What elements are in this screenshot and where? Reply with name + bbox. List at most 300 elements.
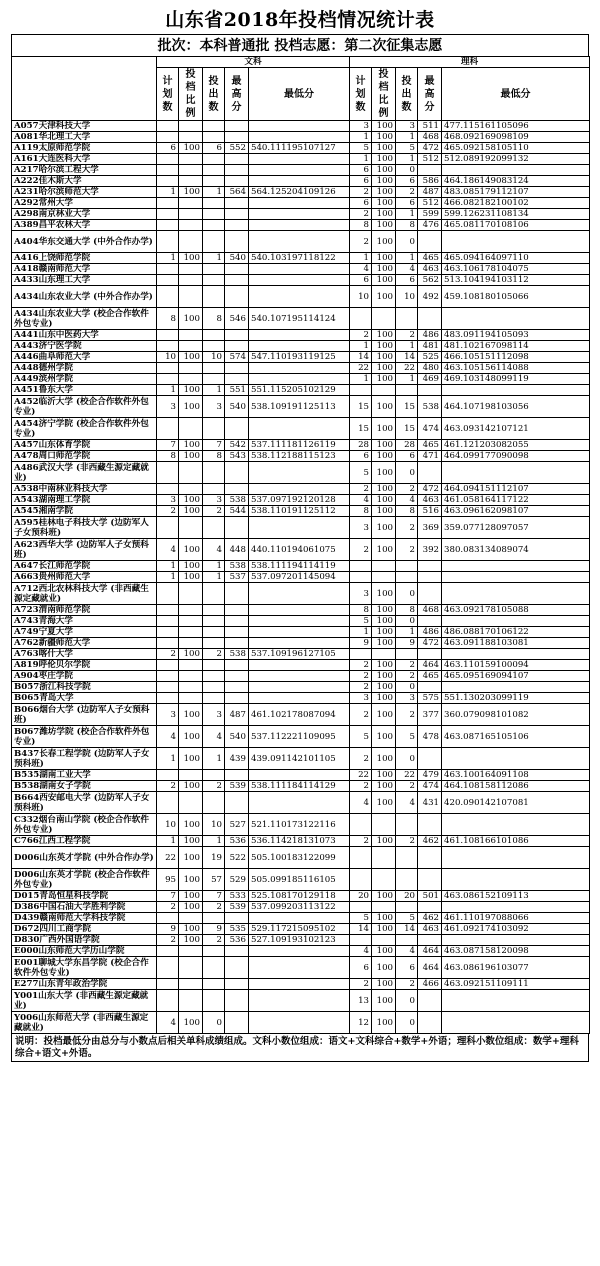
wen-cell: 57 [203,869,225,891]
li-cell [418,385,442,396]
wen-cell [179,286,203,308]
li-cell: 22 [396,770,418,781]
li-cell: 9 [350,638,372,649]
table-row [12,231,590,253]
li-cell: 486 [418,330,442,341]
li-cell: 2 [396,781,418,792]
wen-cell: 536 [225,836,249,847]
wen-cell: 505.100183122099 [249,847,350,869]
li-cell: 463.106178104075 [442,264,590,275]
li-cell: 14 [350,924,372,935]
li-cell: 461.121203082055 [442,440,590,451]
li-cell: 463.096162098107 [442,506,590,517]
li-cell: 5 [350,143,372,154]
wen-cell [203,165,225,176]
li-cell: 359.077128097057 [442,517,590,539]
li-cell: 466.105151112098 [442,352,590,363]
wen-cell [225,165,249,176]
wen-cell: 4 [203,539,225,561]
li-cell: 5 [350,913,372,924]
li-cell: 463.110159100094 [442,660,590,671]
school-name: C766江西工程学院 [12,836,157,847]
li-cell [372,869,396,891]
li-cell: 6 [350,198,372,209]
li-cell: 474 [418,418,442,440]
wen-cell: 100 [179,495,203,506]
wen-cell: 538.111194114119 [249,561,350,572]
wen-cell [157,638,179,649]
table-row [12,748,590,770]
wen-cell: 551 [225,385,249,396]
wen-cell: 539 [225,781,249,792]
wen-cell [249,693,350,704]
li-cell: 479 [418,770,442,781]
school-name: B535湖南工业大学 [12,770,157,781]
li-cell [442,748,590,770]
wen-cell: 95 [157,869,179,891]
school-name: D006山东英才学院 (校企合作软件外包专业) [12,869,157,891]
li-cell: 2 [396,979,418,990]
wen-cell [225,627,249,638]
li-cell [396,649,418,660]
li-cell: 6 [350,957,372,979]
wen-cell [249,176,350,187]
table-row [12,495,590,506]
li-cell: 3 [350,517,372,539]
wen-cell [225,671,249,682]
li-cell: 100 [372,616,396,627]
wen-cell [249,330,350,341]
li-cell: 6 [396,176,418,187]
table-row [12,891,590,902]
school-name: Y001山东大学 (非西藏生源定藏就业) [12,990,157,1012]
wen-cell [225,682,249,693]
school-name: B538湖南女子学院 [12,781,157,792]
li-cell [442,902,590,913]
footnote: 说明：投档最低分由总分与小数点后相关单科成绩组成。文科小数位组成：语文+文科综合+数学+外语；理科小数位组成：数学+理科综合+语文+外语。 [11,1034,589,1062]
wen-cell [225,374,249,385]
li-cell [418,935,442,946]
wen-cell: 3 [203,495,225,506]
li-cell: 463 [418,924,442,935]
li-cell [396,561,418,572]
wen-cell [249,616,350,627]
table-row [12,341,590,352]
li-cell: 100 [372,132,396,143]
page-title: 山东省2018年投档情况统计表 [165,9,435,31]
wen-cell [225,1012,249,1034]
school-name: A723渭南师范学院 [12,605,157,616]
wen-cell [157,363,179,374]
li-cell: 459.108180105066 [442,286,590,308]
li-cell: 100 [372,748,396,770]
wen-cell: 10 [157,352,179,363]
wen-cell [203,462,225,484]
li-cell [350,572,372,583]
li-cell: 4 [396,792,418,814]
li-cell: 463.091188103081 [442,638,590,649]
li-cell: 6 [396,451,418,462]
wen-cell: 440.110194061075 [249,539,350,561]
table-row [12,198,590,209]
li-cell: 100 [372,946,396,957]
wen-cell: 2 [157,506,179,517]
wen-cell: 1 [203,572,225,583]
wen-cell: 2 [157,935,179,946]
wen-cell [179,275,203,286]
wen-cell [249,517,350,539]
li-cell: 481.102167098114 [442,341,590,352]
wen-cell: 547.110193119125 [249,352,350,363]
wen-cell [249,682,350,693]
school-name: B437长春工程学院 (边防军人子女预科班) [12,748,157,770]
wen-cell [203,616,225,627]
li-cell: 3 [396,121,418,132]
table-row [12,330,590,341]
li-cell: 0 [396,1012,418,1034]
wen-cell: 100 [179,187,203,198]
li-cell: 465 [418,440,442,451]
wen-cell: 8 [157,308,179,330]
li-cell: 465 [418,671,442,682]
li-cell: 100 [372,913,396,924]
li-cell [442,847,590,869]
wen-cell: 537.097192120128 [249,495,350,506]
li-cell: 12 [350,1012,372,1034]
table-row [12,770,590,781]
li-cell: 3 [350,583,372,605]
wen-cell [225,418,249,440]
wen-cell: 4 [157,1012,179,1034]
sheet [11,6,589,1062]
wen-cell: 538 [225,495,249,506]
li-cell: 8 [396,220,418,231]
table-row [12,176,590,187]
li-cell: 1 [350,374,372,385]
li-cell: 2 [350,748,372,770]
li-cell: 100 [372,957,396,979]
li-cell: 511 [418,121,442,132]
wen-cell: 538.109191125113 [249,396,350,418]
wen-cell: 4 [157,539,179,561]
school-name: A434山东农业大学 (校企合作软件外包专业) [12,308,157,330]
li-cell: 100 [372,220,396,231]
wen-cell [179,341,203,352]
li-cell: 100 [372,440,396,451]
li-cell [418,748,442,770]
wen-cell [179,770,203,781]
li-cell [442,990,590,1012]
wen-cell [203,660,225,671]
wen-cell: 1 [203,253,225,264]
li-cell: 472 [418,143,442,154]
wen-cell [157,341,179,352]
wen-cell [249,660,350,671]
li-cell: 462 [418,913,442,924]
li-cell: 2 [350,979,372,990]
table-row [12,814,590,836]
li-cell: 1 [396,209,418,220]
li-cell: 463.086196103077 [442,957,590,979]
li-cell: 481 [418,341,442,352]
li-cell: 486.088170106122 [442,627,590,638]
table-row [12,264,590,275]
wen-cell: 100 [179,814,203,836]
li-cell: 1 [350,253,372,264]
wen-cell [157,605,179,616]
wen-cell [249,154,350,165]
wen-cell [249,770,350,781]
school-name: A448德州学院 [12,363,157,374]
wen-cell: 2 [157,649,179,660]
table-row [12,209,590,220]
li-cell: 100 [372,770,396,781]
li-cell [418,165,442,176]
table-row [12,154,590,165]
wen-cell [225,198,249,209]
li-cell: 0 [396,583,418,605]
li-cell: 2 [396,484,418,495]
li-cell: 465.092158105110 [442,143,590,154]
li-cell: 4 [350,264,372,275]
wen-cell: 1 [157,253,179,264]
wen-cell [179,693,203,704]
school-name: A441山东中医药大学 [12,330,157,341]
li-cell: 1 [350,154,372,165]
wen-cell [249,286,350,308]
wen-cell: 544 [225,506,249,517]
school-name: A292常州大学 [12,198,157,209]
school-name: A478周口师范学院 [12,451,157,462]
li-cell: 575 [418,693,442,704]
wen-cell [203,132,225,143]
school-name: A647长江师范学院 [12,561,157,572]
wen-cell [225,616,249,627]
li-cell: 480 [418,363,442,374]
wen-cell [157,517,179,539]
wen-cell: 10 [157,814,179,836]
li-cell: 468 [418,132,442,143]
li-cell: 476 [418,220,442,231]
li-cell: 100 [372,253,396,264]
school-name: D006山东英才学院 (中外合作办学) [12,847,157,869]
wen-cell: 539 [225,902,249,913]
wen-cell: 100 [179,440,203,451]
li-cell: 464.108158112086 [442,781,590,792]
li-cell: 8 [350,506,372,517]
li-cell: 464 [418,660,442,671]
wen-cell: 1 [203,836,225,847]
li-cell: 469.103148099119 [442,374,590,385]
li-cell: 464 [418,946,442,957]
li-cell: 100 [372,891,396,902]
li-cell: 463.087158120098 [442,946,590,957]
li-cell: 512.089192099132 [442,154,590,165]
li-cell: 0 [396,748,418,770]
wen-cell: 100 [179,869,203,891]
wen-cell [179,616,203,627]
wen-cell [157,176,179,187]
table-row [12,693,590,704]
li-cell: 2 [350,671,372,682]
wen-cell [203,264,225,275]
li-cell: 1 [396,627,418,638]
table-row [12,836,590,847]
wen-cell [179,605,203,616]
school-name: A749宁夏大学 [12,627,157,638]
table-row [12,638,590,649]
wen-cell [249,374,350,385]
wen-cell [179,660,203,671]
table-row [12,847,590,869]
li-cell: 100 [372,583,396,605]
li-cell: 100 [372,627,396,638]
li-cell: 1 [350,132,372,143]
wen-cell [203,671,225,682]
wen-cell [249,462,350,484]
wen-cell [249,638,350,649]
wen-cell [203,990,225,1012]
li-cell: 1 [350,627,372,638]
wen-cell [157,231,179,253]
li-cell: 360.079098101082 [442,704,590,726]
wen-cell: 100 [179,704,203,726]
li-cell: 100 [372,781,396,792]
wen-cell: 1 [157,187,179,198]
li-cell: 4 [396,946,418,957]
table-row [12,440,590,451]
wen-cell [203,220,225,231]
li-cell [418,1012,442,1034]
li-cell: 100 [372,517,396,539]
li-cell [442,572,590,583]
li-cell: 474 [418,781,442,792]
wen-cell [203,517,225,539]
wen-cell: 439.091142101105 [249,748,350,770]
table-row [12,418,590,440]
li-cell: 512 [418,198,442,209]
wen-cell [179,330,203,341]
li-cell: 463.086152109113 [442,891,590,902]
wen-cell [203,638,225,649]
wen-cell [157,275,179,286]
li-cell: 369 [418,517,442,539]
table-row [12,979,590,990]
li-cell: 100 [372,121,396,132]
wen-cell: 529.117215095102 [249,924,350,935]
wen-cell [249,484,350,495]
li-cell: 465.095169094107 [442,671,590,682]
table-row [12,451,590,462]
li-cell: 6 [350,275,372,286]
li-cell: 2 [350,660,372,671]
wen-cell: 538.111184114129 [249,781,350,792]
li-cell: 486 [418,627,442,638]
wen-cell: 1 [157,561,179,572]
li-cell: 420.090142107081 [442,792,590,814]
wen-cell: 100 [179,891,203,902]
wen-cell: 100 [179,539,203,561]
table-row [12,165,590,176]
li-cell: 1 [396,253,418,264]
wen-cell [203,682,225,693]
wen-cell: 537.097201145094 [249,572,350,583]
li-cell: 1 [396,132,418,143]
li-cell: 2 [350,484,372,495]
wen-cell: 9 [203,924,225,935]
school-name: B057浙江科技学院 [12,682,157,693]
li-cell: 28 [350,440,372,451]
wen-cell: 538 [225,649,249,660]
wen-cell [225,264,249,275]
wen-cell [225,154,249,165]
school-name: E000山东师范大学历山学院 [12,946,157,957]
li-cell: 100 [372,154,396,165]
wen-cell [203,286,225,308]
li-cell: 2 [396,517,418,539]
table-row [12,1012,590,1034]
school-name: D672四川工商学院 [12,924,157,935]
li-cell: 100 [372,451,396,462]
wen-cell: 100 [179,748,203,770]
school-name: E001聊城大学东昌学院 (校企合作软件外包专业) [12,957,157,979]
wen-cell [225,209,249,220]
wen-cell [157,770,179,781]
wen-cell [179,132,203,143]
wen-cell: 8 [203,308,225,330]
wen-cell: 3 [157,396,179,418]
li-cell: 4 [396,495,418,506]
wen-cell: 540 [225,253,249,264]
school-name: A217哈尔滨工程大学 [12,165,157,176]
wen-cell [249,671,350,682]
table-row [12,132,590,143]
li-cell: 6 [396,957,418,979]
wen-cell [179,979,203,990]
li-cell: 465.081170108106 [442,220,590,231]
li-cell [372,561,396,572]
li-cell [442,462,590,484]
li-cell: 10 [350,286,372,308]
wen-cell: 538 [225,561,249,572]
wen-cell [179,792,203,814]
wen-cell [203,121,225,132]
wen-cell: 538.110191125112 [249,506,350,517]
wen-cell [179,682,203,693]
li-cell: 599.126231108134 [442,209,590,220]
li-cell: 0 [396,462,418,484]
school-name: A222佳木斯大学 [12,176,157,187]
wen-cell: 6 [203,143,225,154]
li-cell: 14 [396,924,418,935]
li-cell: 2 [350,539,372,561]
school-name: A057天津科技大学 [12,121,157,132]
li-cell: 3 [396,693,418,704]
li-cell: 14 [350,352,372,363]
li-cell: 100 [372,836,396,847]
li-cell: 0 [396,165,418,176]
table-row [12,682,590,693]
col-header: 最低分 [249,68,350,121]
school-name: A443济宁医学院 [12,341,157,352]
li-cell: 14 [396,352,418,363]
wen-cell [179,990,203,1012]
wen-cell [225,341,249,352]
li-cell: 100 [372,693,396,704]
li-cell: 3 [350,121,372,132]
li-cell: 377 [418,704,442,726]
wen-cell [203,374,225,385]
